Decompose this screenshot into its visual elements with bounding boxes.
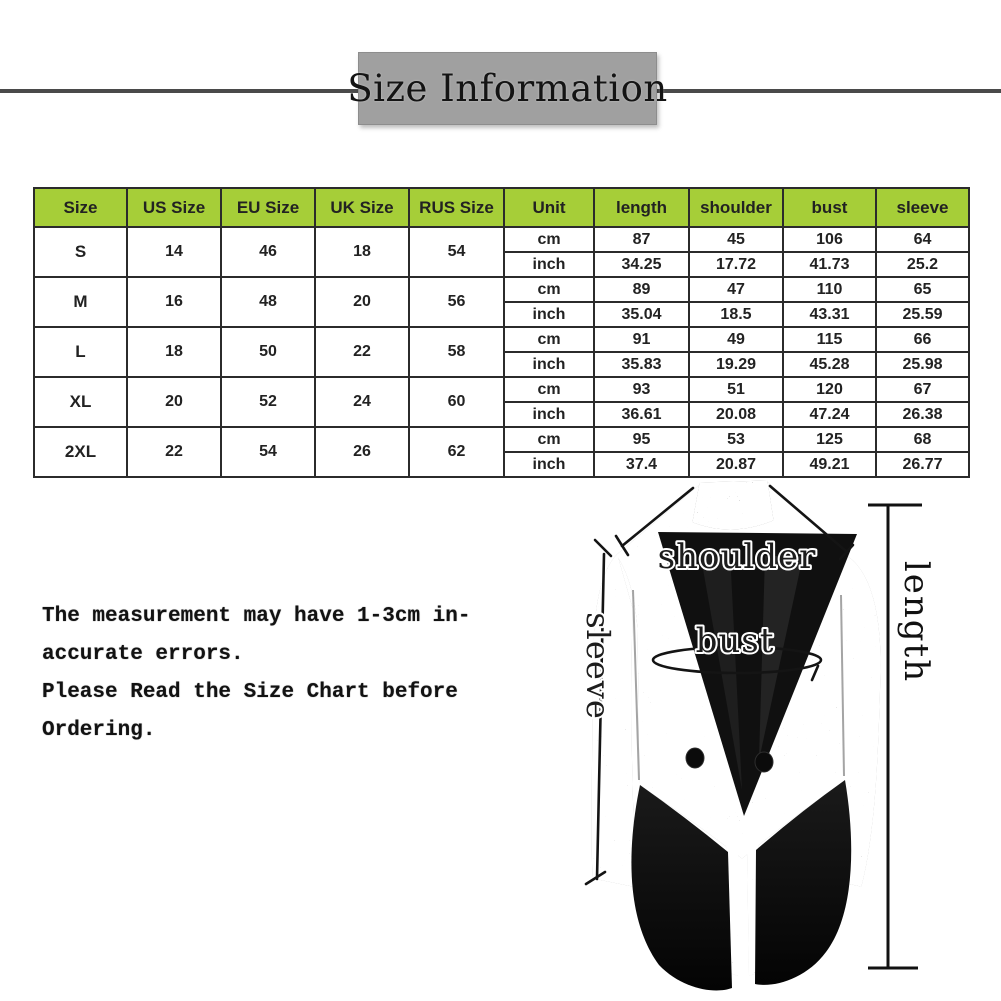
cell-2XL-rus_size: 62 xyxy=(409,427,504,477)
cell-S-cm-sleeve: 64 xyxy=(876,227,969,252)
cell-L-inch-shoulder: 19.29 xyxy=(689,352,783,377)
cell-XL-eu_size: 52 xyxy=(221,377,315,427)
cell-S-cm-length: 87 xyxy=(594,227,689,252)
cell-2XL-unit-inch: inch xyxy=(504,452,594,477)
cell-XL-cm-sleeve: 67 xyxy=(876,377,969,402)
column-header-size: Size xyxy=(34,188,127,227)
column-header-length: length xyxy=(594,188,689,227)
label-bust: bust xyxy=(695,621,775,661)
cell-S-us_size: 14 xyxy=(127,227,221,277)
cell-L-rus_size: 58 xyxy=(409,327,504,377)
cell-L-inch-bust: 45.28 xyxy=(783,352,876,377)
page-title-banner xyxy=(347,52,668,125)
measurement-note xyxy=(42,598,470,750)
cell-M-cm-bust: 110 xyxy=(783,277,876,302)
size-table xyxy=(33,187,970,478)
cell-M-us_size: 16 xyxy=(127,277,221,327)
cell-2XL-inch-bust: 49.21 xyxy=(783,452,876,477)
column-header-eu-size: EU Size xyxy=(221,188,315,227)
garment-diagram xyxy=(560,460,1000,1001)
cell-M-inch-length: 35.04 xyxy=(594,302,689,327)
cell-2XL-inch-length: 37.4 xyxy=(594,452,689,477)
cell-M-unit-cm: cm xyxy=(504,277,594,302)
cell-S-inch-sleeve: 25.2 xyxy=(876,252,969,277)
jacket-button xyxy=(755,752,773,772)
cell-S-inch-bust: 41.73 xyxy=(783,252,876,277)
cell-L-cm-shoulder: 49 xyxy=(689,327,783,352)
table-row xyxy=(34,377,969,402)
size-table-header-row xyxy=(34,188,969,227)
cell-L-uk_size: 22 xyxy=(315,327,409,377)
cell-M-cm-length: 89 xyxy=(594,277,689,302)
cell-M-uk_size: 20 xyxy=(315,277,409,327)
cell-L-inch-length: 35.83 xyxy=(594,352,689,377)
jacket-collar xyxy=(693,481,773,529)
cell-2XL-inch-shoulder: 20.87 xyxy=(689,452,783,477)
note-line: Ordering. xyxy=(42,719,156,742)
column-header-shoulder: shoulder xyxy=(689,188,783,227)
cell-M-inch-shoulder: 18.5 xyxy=(689,302,783,327)
note-line: Please Read the Size Chart before xyxy=(42,681,458,704)
cell-S-unit-cm: cm xyxy=(504,227,594,252)
cell-XL-unit-cm: cm xyxy=(504,377,594,402)
cell-L-cm-bust: 115 xyxy=(783,327,876,352)
cell-XL-inch-shoulder: 20.08 xyxy=(689,402,783,427)
cell-L-cm-length: 91 xyxy=(594,327,689,352)
page-title: Size Information xyxy=(347,67,668,110)
note-line: The measurement may have 1-3cm in- xyxy=(42,605,471,628)
cell-S-rus_size: 54 xyxy=(409,227,504,277)
cell-2XL-unit-cm: cm xyxy=(504,427,594,452)
cell-S-uk_size: 18 xyxy=(315,227,409,277)
cell-M-inch-sleeve: 25.59 xyxy=(876,302,969,327)
cell-L-size: L xyxy=(34,327,127,377)
table-row xyxy=(34,277,969,302)
cell-2XL-inch-sleeve: 26.77 xyxy=(876,452,969,477)
column-header-us-size: US Size xyxy=(127,188,221,227)
cell-M-cm-sleeve: 65 xyxy=(876,277,969,302)
column-header-rus-size: RUS Size xyxy=(409,188,504,227)
cell-XL-cm-length: 93 xyxy=(594,377,689,402)
cell-S-unit-inch: inch xyxy=(504,252,594,277)
column-header-sleeve: sleeve xyxy=(876,188,969,227)
column-header-uk-size: UK Size xyxy=(315,188,409,227)
cell-S-cm-bust: 106 xyxy=(783,227,876,252)
cell-S-eu_size: 46 xyxy=(221,227,315,277)
label-length: length xyxy=(896,560,936,684)
cell-S-inch-shoulder: 17.72 xyxy=(689,252,783,277)
cell-2XL-us_size: 22 xyxy=(127,427,221,477)
cell-XL-cm-bust: 120 xyxy=(783,377,876,402)
cell-XL-inch-bust: 47.24 xyxy=(783,402,876,427)
cell-M-inch-bust: 43.31 xyxy=(783,302,876,327)
label-shoulder: shoulder xyxy=(657,537,817,577)
cell-L-unit-cm: cm xyxy=(504,327,594,352)
cell-XL-uk_size: 24 xyxy=(315,377,409,427)
table-row xyxy=(34,327,969,352)
cell-XL-size: XL xyxy=(34,377,127,427)
cell-M-eu_size: 48 xyxy=(221,277,315,327)
note-line: accurate errors. xyxy=(42,643,244,666)
cell-M-cm-shoulder: 47 xyxy=(689,277,783,302)
cell-S-inch-length: 34.25 xyxy=(594,252,689,277)
cell-M-unit-inch: inch xyxy=(504,302,594,327)
cell-M-rus_size: 56 xyxy=(409,277,504,327)
cell-S-size: S xyxy=(34,227,127,277)
column-header-bust: bust xyxy=(783,188,876,227)
cell-XL-unit-inch: inch xyxy=(504,402,594,427)
cell-2XL-cm-length: 95 xyxy=(594,427,689,452)
cell-2XL-cm-bust: 125 xyxy=(783,427,876,452)
cell-L-inch-sleeve: 25.98 xyxy=(876,352,969,377)
cell-L-unit-inch: inch xyxy=(504,352,594,377)
cell-XL-cm-shoulder: 51 xyxy=(689,377,783,402)
cell-L-cm-sleeve: 66 xyxy=(876,327,969,352)
cell-S-cm-shoulder: 45 xyxy=(689,227,783,252)
cell-2XL-cm-sleeve: 68 xyxy=(876,427,969,452)
cell-XL-inch-length: 36.61 xyxy=(594,402,689,427)
cell-L-eu_size: 50 xyxy=(221,327,315,377)
cell-2XL-cm-shoulder: 53 xyxy=(689,427,783,452)
cell-XL-inch-sleeve: 26.38 xyxy=(876,402,969,427)
table-row xyxy=(34,227,969,252)
cell-M-size: M xyxy=(34,277,127,327)
table-row xyxy=(34,427,969,452)
column-header-unit: Unit xyxy=(504,188,594,227)
cell-2XL-size: 2XL xyxy=(34,427,127,477)
cell-XL-us_size: 20 xyxy=(127,377,221,427)
cell-L-us_size: 18 xyxy=(127,327,221,377)
jacket-button xyxy=(686,748,704,768)
cell-XL-rus_size: 60 xyxy=(409,377,504,427)
cell-2XL-eu_size: 54 xyxy=(221,427,315,477)
cell-2XL-uk_size: 26 xyxy=(315,427,409,477)
label-sleeve: sleeve xyxy=(579,612,617,720)
